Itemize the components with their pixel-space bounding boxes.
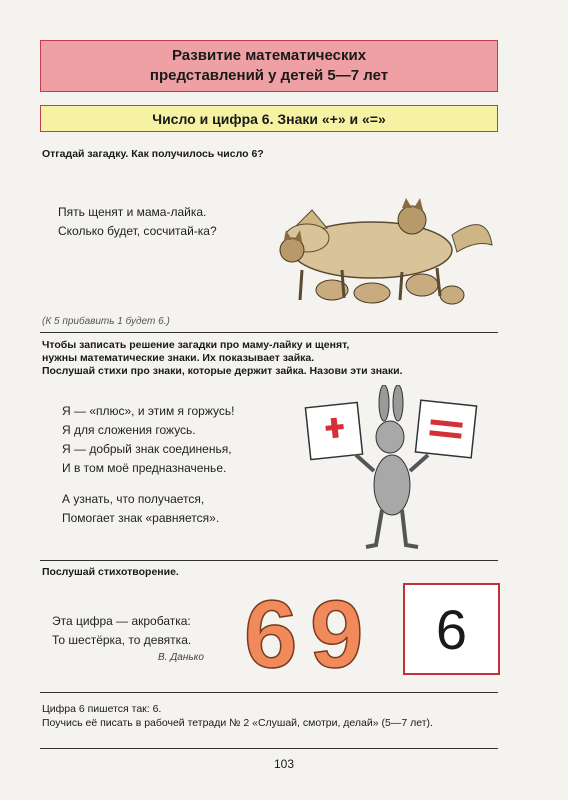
signs-intro-line-2: нужны математические знаки. Их показывает зайка. — [42, 352, 315, 364]
writing-instructions — [42, 702, 433, 730]
riddle-line-2: Сколько будет, сосчитай-ка? — [58, 224, 217, 238]
signs-poem-line-4: И в том моё предназначенье. — [62, 461, 227, 475]
lesson-title: Число и цифра 6. Знаки «+» и «=» — [152, 110, 386, 127]
divider-3 — [40, 692, 498, 693]
divider-4 — [40, 748, 498, 749]
stanza-gap — [62, 478, 234, 490]
riddle-answer: (К 5 прибавить 1 будет 6.) — [42, 316, 170, 327]
lesson-title-box — [40, 105, 498, 132]
digit-nine-figure: 9 — [310, 585, 364, 685]
chapter-title-line2: представлений у детей 5—7 лет — [149, 67, 389, 84]
riddle-poem — [58, 203, 217, 241]
acrobat-poem-line-2: То шестёрка, то девятка. — [52, 633, 192, 647]
digit-six-box — [403, 583, 500, 675]
divider-2 — [40, 560, 498, 561]
page-number: 103 — [273, 757, 295, 771]
signs-intro-line-3: Послушай стихи про знаки, которые держит зайка. Назови эти знаки. — [42, 365, 403, 377]
signs-intro-line-1: Чтобы записать решение загадки про маму-лайку и щенят, — [42, 339, 350, 351]
riddle-line-1: Пять щенят и мама-лайка. — [58, 205, 207, 219]
writing-line-2: Поучись её писать в рабочей тетради № 2 «Слушай, смотри, делай» (5—7 лет). — [42, 717, 433, 729]
acrobat-digits-illustration — [240, 585, 390, 685]
rabbit-with-signs-illustration — [300, 385, 500, 555]
laika-and-puppies-illustration — [252, 190, 496, 315]
signs-poem-line-3: Я — добрый знак соединенья, — [62, 442, 232, 456]
digit-six-figure: 6 — [244, 585, 298, 685]
signs-poem-line-5: А узнать, что получается, — [62, 492, 205, 506]
signs-poem — [62, 402, 234, 528]
divider-1 — [40, 332, 498, 333]
signs-poem-line-6: Помогает знак «равняется». — [62, 511, 220, 525]
riddle-question: Отгадай загадку. Как получилось число 6? — [42, 148, 264, 160]
poem-author: В. Данько — [158, 652, 204, 663]
listen-instruction: Послушай стихотворение. — [42, 566, 179, 578]
signs-poem-line-2: Я для сложения гожусь. — [62, 423, 196, 437]
writing-line-1: Цифра 6 пишется так: 6. — [42, 703, 162, 715]
signs-poem-line-1: Я — «плюс», и этим я горжусь! — [62, 404, 235, 418]
chapter-title-box — [40, 40, 498, 92]
acrobat-poem — [52, 612, 191, 650]
boxed-digit: 6 — [435, 597, 468, 661]
signs-intro — [42, 339, 403, 378]
chapter-title-line1: Развитие математических — [171, 47, 367, 64]
acrobat-poem-line-1: Эта цифра — акробатка: — [52, 614, 191, 628]
